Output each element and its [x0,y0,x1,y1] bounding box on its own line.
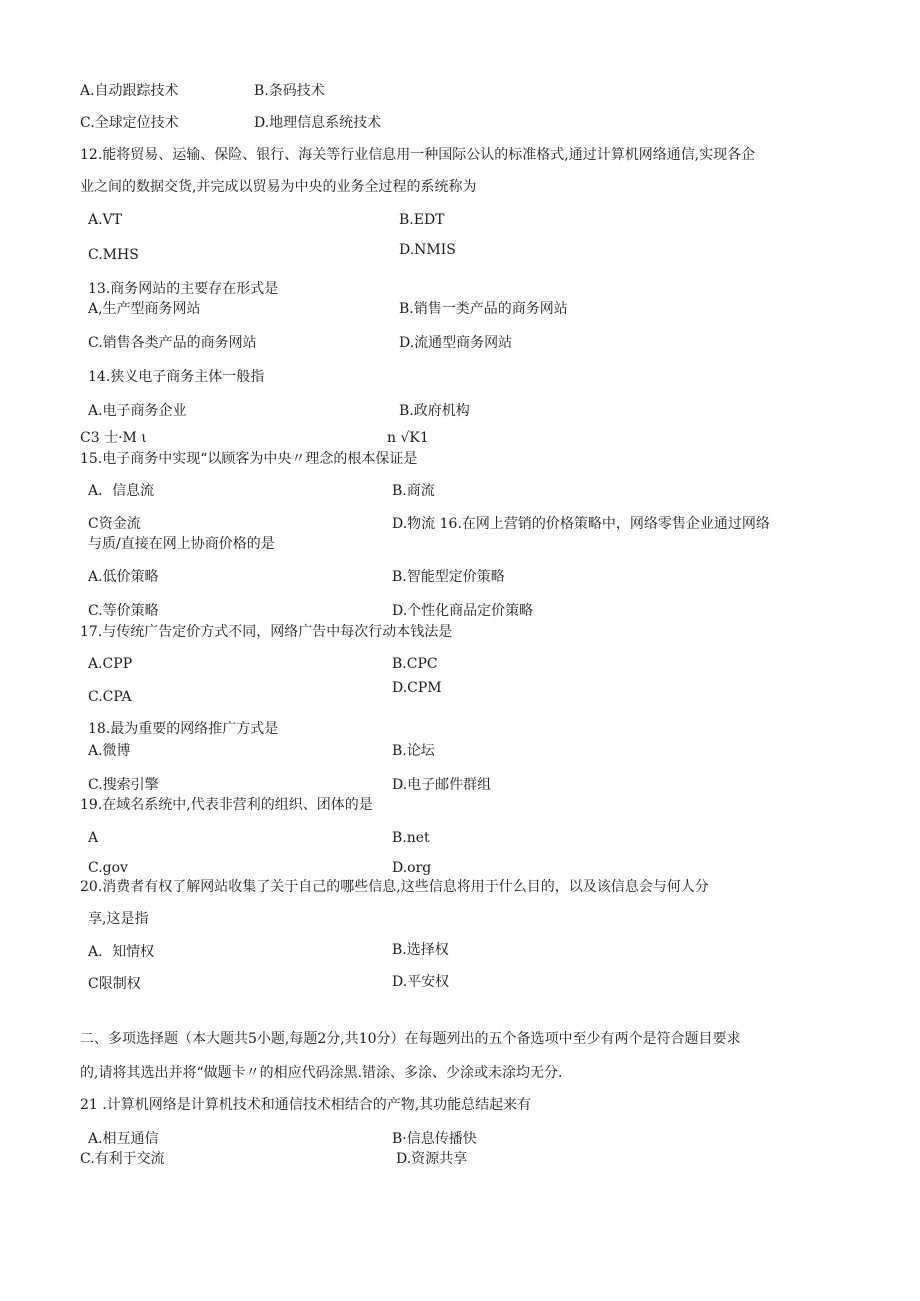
q16-option-d: D.个性化商品定价策略 [392,603,534,619]
q11-option-d: D.地理信息系统技术 [254,115,382,131]
q18-option-d: D.电子邮件群组 [392,777,492,793]
q21-option-a: A.相互通信 [88,1131,159,1147]
q12-option-b: B.EDT [399,212,445,228]
q20-stem-line1: 20.消费者有权了解网站收集了关于自己的哪些信息,这些信息将用于什么目的，以及该信息会与何人分 [80,879,709,895]
q17-option-d: D.CPM [392,680,442,696]
q13-option-b: B.销售一类产品的商务网站 [399,301,568,317]
q12-stem-line1: 12.能将贸易、运输、保险、银行、海关等行业信息用一种国际公认的标准格式,通过计算机网络通信,实现各企 [80,147,756,163]
q15-stem: 15.电子商务中实现“以顾客为中央〃理念的根本保证是 [80,451,418,467]
q15-option-a: A．信息流 [88,483,155,499]
q17-option-a: A.CPP [88,656,133,672]
q16-option-b: B.智能型定价策略 [392,569,505,585]
q20-stem-line2: 享,这是指 [88,911,149,927]
q14-option-b: B.政府机构 [399,403,470,419]
q21-stem: 21 .计算机网络是计算机技术和通信技术相结合的产物,其功能总结起来有 [80,1097,532,1113]
q18-option-c: C.搜索引擎 [88,777,159,793]
q14-stem: 14.狭义电子商务主体一般指 [88,369,265,385]
q13-option-c: C.销售各类产品的商务网站 [88,335,257,351]
q19-stem: 19.在域名系统中,代表非营利的组织、团体的是 [80,797,373,813]
q15-option-c: C资金流 [88,516,141,532]
q21-option-b: B·信息传播快 [392,1131,477,1147]
q20-option-c: C限制权 [88,976,141,992]
q19-option-b: B.net [392,830,430,846]
q11-option-b: B.条码技术 [254,83,325,99]
q13-stem: 13.商务网站的主要存在形式是 [88,281,279,297]
q12-option-a: A.VT [88,212,123,228]
q21-option-d: D.资源共享 [396,1151,468,1167]
q11-option-c: C.全球定位技术 [80,115,179,131]
q20-option-a: A．知情权 [88,944,155,960]
q18-option-a: A.微博 [88,743,131,759]
q17-option-c: C.CPA [88,689,132,705]
q18-stem: 18.最为重要的网络推广方式是 [88,721,279,737]
q17-stem: 17.与传统广告定价方式不同，网络广告中每次行动本钱法是 [80,624,453,640]
q11-option-a: A.自动跟踪技术 [80,83,179,99]
section2-instructions-line1: 二、多项选择题（本大题共5小题,每题2分,共10分）在每题列出的五个备选项中至少有两个是符合题目要求 [80,1031,741,1047]
q19-option-d: D.org [392,860,432,876]
q16-stem-line2: 与质/直接在网上协商价格的是 [88,536,275,552]
q14-option-c: C3 士·M ι [80,430,147,446]
q15-option-b: B.商流 [392,483,435,499]
q21-option-c: C.有利于交流 [80,1151,165,1167]
q19-option-c: C.gov [88,860,128,876]
q14-option-d: n √K1 [387,430,429,446]
q12-stem-line2: 业之间的数据交货,并完成以贸易为中央的业务全过程的系统称为 [80,179,477,195]
q20-option-d: D.平安权 [392,974,450,990]
q17-option-b: B.CPC [392,656,438,672]
q13-option-a: A,生产型商务网站 [88,301,201,317]
q15-option-d-q16-stem: D.物流 16.在网上营销的价格策略中，网络零售企业通过网络 [392,516,770,532]
q20-option-b: B.选择权 [392,942,449,958]
q12-option-d: D.NMIS [399,242,456,258]
section2-instructions-line2: 的,请将其选出并将“做题卡〃的相应代码涂黑.错涂、多涂、少涂或未涂均无分. [80,1065,563,1081]
q19-option-a: A [88,830,99,846]
q12-option-c: C.MHS [88,247,139,263]
q18-option-b: B.论坛 [392,743,435,759]
q14-option-a: A.电子商务企业 [88,403,187,419]
q16-option-a: A.低价策略 [88,569,159,585]
q13-option-d: D.流通型商务网站 [399,335,513,351]
q16-option-c: C.等价策略 [88,603,159,619]
